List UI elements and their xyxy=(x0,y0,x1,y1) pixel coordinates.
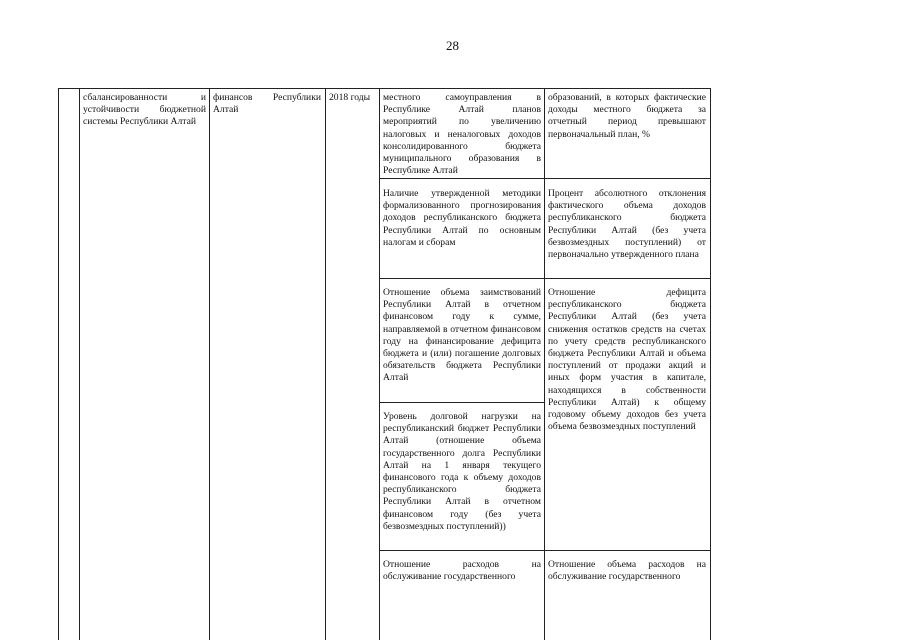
row-border xyxy=(379,402,544,403)
indicator-cell: Отношение объема расходов на обслуживание государственного xyxy=(548,559,706,583)
event-cell: Отношение объема заимствований Республики Алтай в отчетном финансовом году к сумме, направляемой в отчетном финансовом году на финансирование дефицита бюджета и (или) погашение долговых обязательств бюджета Республики Алтай xyxy=(383,287,541,384)
period-cell: 2018 годы xyxy=(329,92,371,103)
goal-cell: сбалансированности и устойчивости бюджетной системы Республики Алтай xyxy=(83,92,206,128)
row-border xyxy=(379,550,710,551)
event-cell: Наличие утвержденной методики формализованного прогнозирования доходов республиканского бюджета Республики Алтай по основным налогам и сборам xyxy=(383,188,541,248)
page-number: 28 xyxy=(446,38,459,53)
col-border xyxy=(58,88,59,640)
col-border xyxy=(379,88,380,640)
col-border xyxy=(544,88,545,640)
col-border xyxy=(325,88,326,640)
event-cell: Уровень долговой нагрузки на республиканский бюджет Республики Алтай (отношение объема государственного долга Республики Алтай на 1 января текущего финансового года к объему доходов республиканского бюджета Республики Алтай в отчетном финансовом году (без учета безвозмездных поступлений)) xyxy=(383,411,541,532)
executor-cell: финансов Республики Алтай xyxy=(213,92,321,116)
table-top-border xyxy=(58,88,710,89)
event-cell: местного самоуправления в Республике Алтай планов мероприятий по увеличению налоговых и неналоговых доходов консолидированного бюджета муниципального образования в Республике Алтай xyxy=(383,92,541,177)
row-border xyxy=(379,178,710,179)
event-cell: Отношение расходов на обслуживание государственного xyxy=(383,559,541,583)
col-border xyxy=(209,88,210,640)
indicator-cell: Процент абсолютного отклонения фактического объема доходов республиканского бюджета Республики Алтай (без учета безвозмездных поступлений) от первоначально утвержденного плана xyxy=(548,188,706,261)
indicator-cell: образований, в которых фактические доходы местного бюджета за отчетный период превышают первоначальный план, % xyxy=(548,92,706,140)
col-border xyxy=(710,88,711,640)
row-border xyxy=(379,278,710,279)
col-border xyxy=(79,88,80,640)
indicator-cell: Отношение дефицита республиканского бюджета Республики Алтай (без учета снижения остатков средств на счетах по учету средств республиканского бюджета Республики Алтай и объема поступлений от продажи акций и иных форм участия в капитале, находящихся в собственности Республики Алтай) к общему годовому объему доходов без учета объема безвозмездных поступлений xyxy=(548,287,706,433)
